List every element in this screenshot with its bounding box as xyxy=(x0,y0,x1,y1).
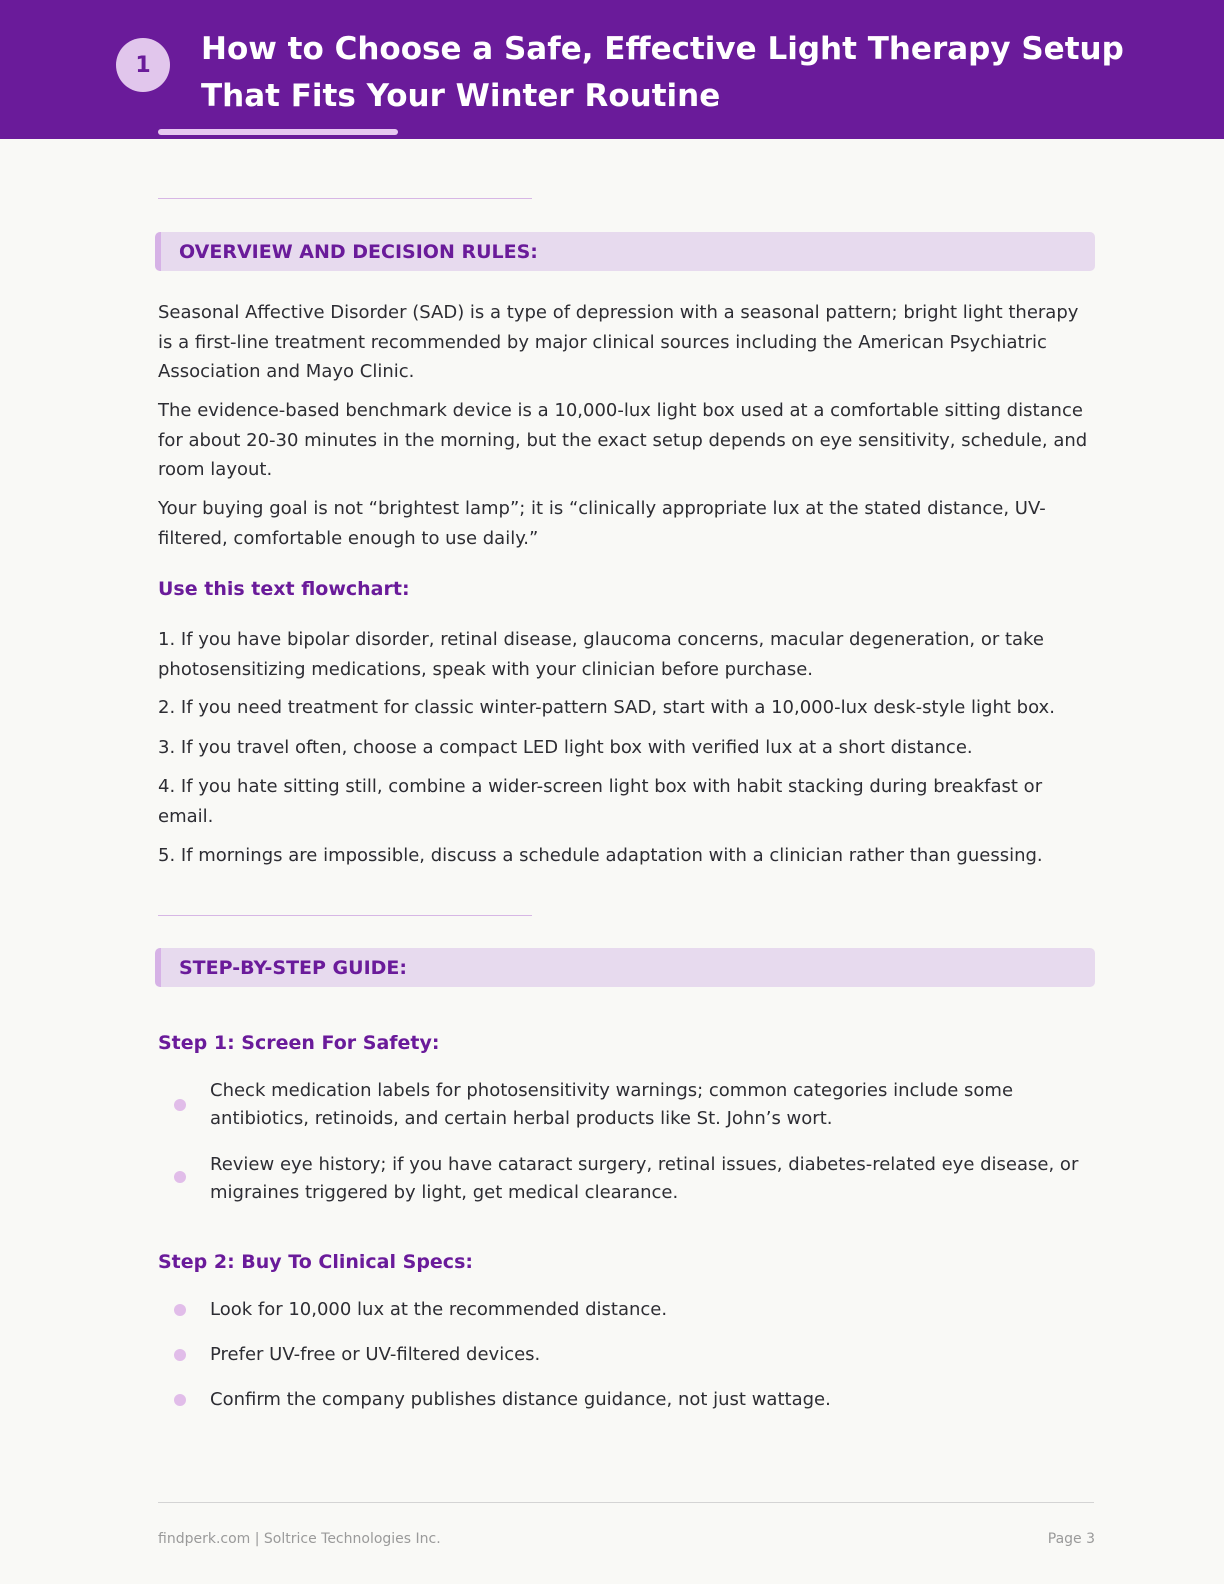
title-accent-bar xyxy=(158,129,398,135)
page-header xyxy=(0,0,1224,139)
section-heading-guide: STEP-BY-STEP GUIDE: xyxy=(155,948,1095,987)
section-divider xyxy=(158,915,532,916)
list-item-text: Look for 10,000 lux at the recommended distance. xyxy=(210,1299,668,1320)
paragraph: Seasonal Affective Disorder (SAD) is a type of depression with a seasonal pattern; bright light therapy is a first-line treatment recommended by major clinical sources including the American Psychiatric Association and Mayo Clinic. xyxy=(158,302,1079,382)
list-item xyxy=(172,1296,1102,1324)
page-number: Page 3 xyxy=(1047,1531,1095,1547)
section-heading-overview: OVERVIEW AND DECISION RULES: xyxy=(155,232,1095,271)
list-item-text: Check medication labels for photosensitivity warnings; common categories include some antibiotics, retinoids, and certain herbal products like St. John’s wort. xyxy=(210,1080,1014,1129)
footer-divider xyxy=(158,1502,1094,1503)
flowchart-item: 3. If you travel often, choose a compact LED light box with verified lux at a short distance. xyxy=(158,737,973,758)
flowchart-item: 2. If you need treatment for classic winter-pattern SAD, start with a 10,000-lux desk-style light box. xyxy=(158,697,1055,718)
section-divider xyxy=(158,198,532,199)
list-item-text: Review eye history; if you have cataract surgery, retinal issues, diabetes-related eye disease, or migraines triggered by light, get medical clearance. xyxy=(210,1154,1079,1203)
flowchart-heading: Use this text flowchart: xyxy=(158,578,410,600)
bullet-dot-icon xyxy=(174,1171,186,1183)
list-item-text: Prefer UV-free or UV-filtered devices. xyxy=(210,1344,541,1365)
paragraph: Your buying goal is not “brightest lamp”; it is “clinically appropriate lux at the stated distance, UV-filtered, comfortable enough to use daily.” xyxy=(158,498,1046,549)
chapter-number-badge: 1 xyxy=(116,38,170,92)
list-item xyxy=(172,1386,1102,1414)
step-1-heading: Step 1: Screen For Safety: xyxy=(158,1032,440,1054)
flowchart-item: 4. If you hate sitting still, combine a wider-screen light box with habit stacking during breakfast or email. xyxy=(158,776,1043,827)
bullet-dot-icon xyxy=(174,1349,186,1361)
flowchart-item: 5. If mornings are impossible, discuss a schedule adaptation with a clinician rather than guessing. xyxy=(158,845,1043,866)
list-item xyxy=(172,1341,1102,1369)
footer-source: findperk.com | Soltrice Technologies Inc. xyxy=(158,1531,441,1547)
step-2-heading: Step 2: Buy To Clinical Specs: xyxy=(158,1251,473,1273)
page-title: How to Choose a Safe, Effective Light Therapy Setup That Fits Your Winter Routine xyxy=(201,31,1124,114)
list-item xyxy=(172,1151,1102,1207)
bullet-dot-icon xyxy=(174,1099,186,1111)
bullet-dot-icon xyxy=(174,1304,186,1316)
bullet-dot-icon xyxy=(174,1394,186,1406)
list-item-text: Confirm the company publishes distance guidance, not just wattage. xyxy=(210,1389,831,1410)
paragraph: The evidence-based benchmark device is a 10,000-lux light box used at a comfortable sitting distance for about 20-30 minutes in the morning, but the exact setup depends on eye sensitivity, schedule, and room layout. xyxy=(158,400,1088,480)
flowchart-item: 1. If you have bipolar disorder, retinal disease, glaucoma concerns, macular degeneration, or take photosensitizing medications, speak with your clinician before purchase. xyxy=(158,629,1044,680)
list-item xyxy=(172,1077,1102,1133)
